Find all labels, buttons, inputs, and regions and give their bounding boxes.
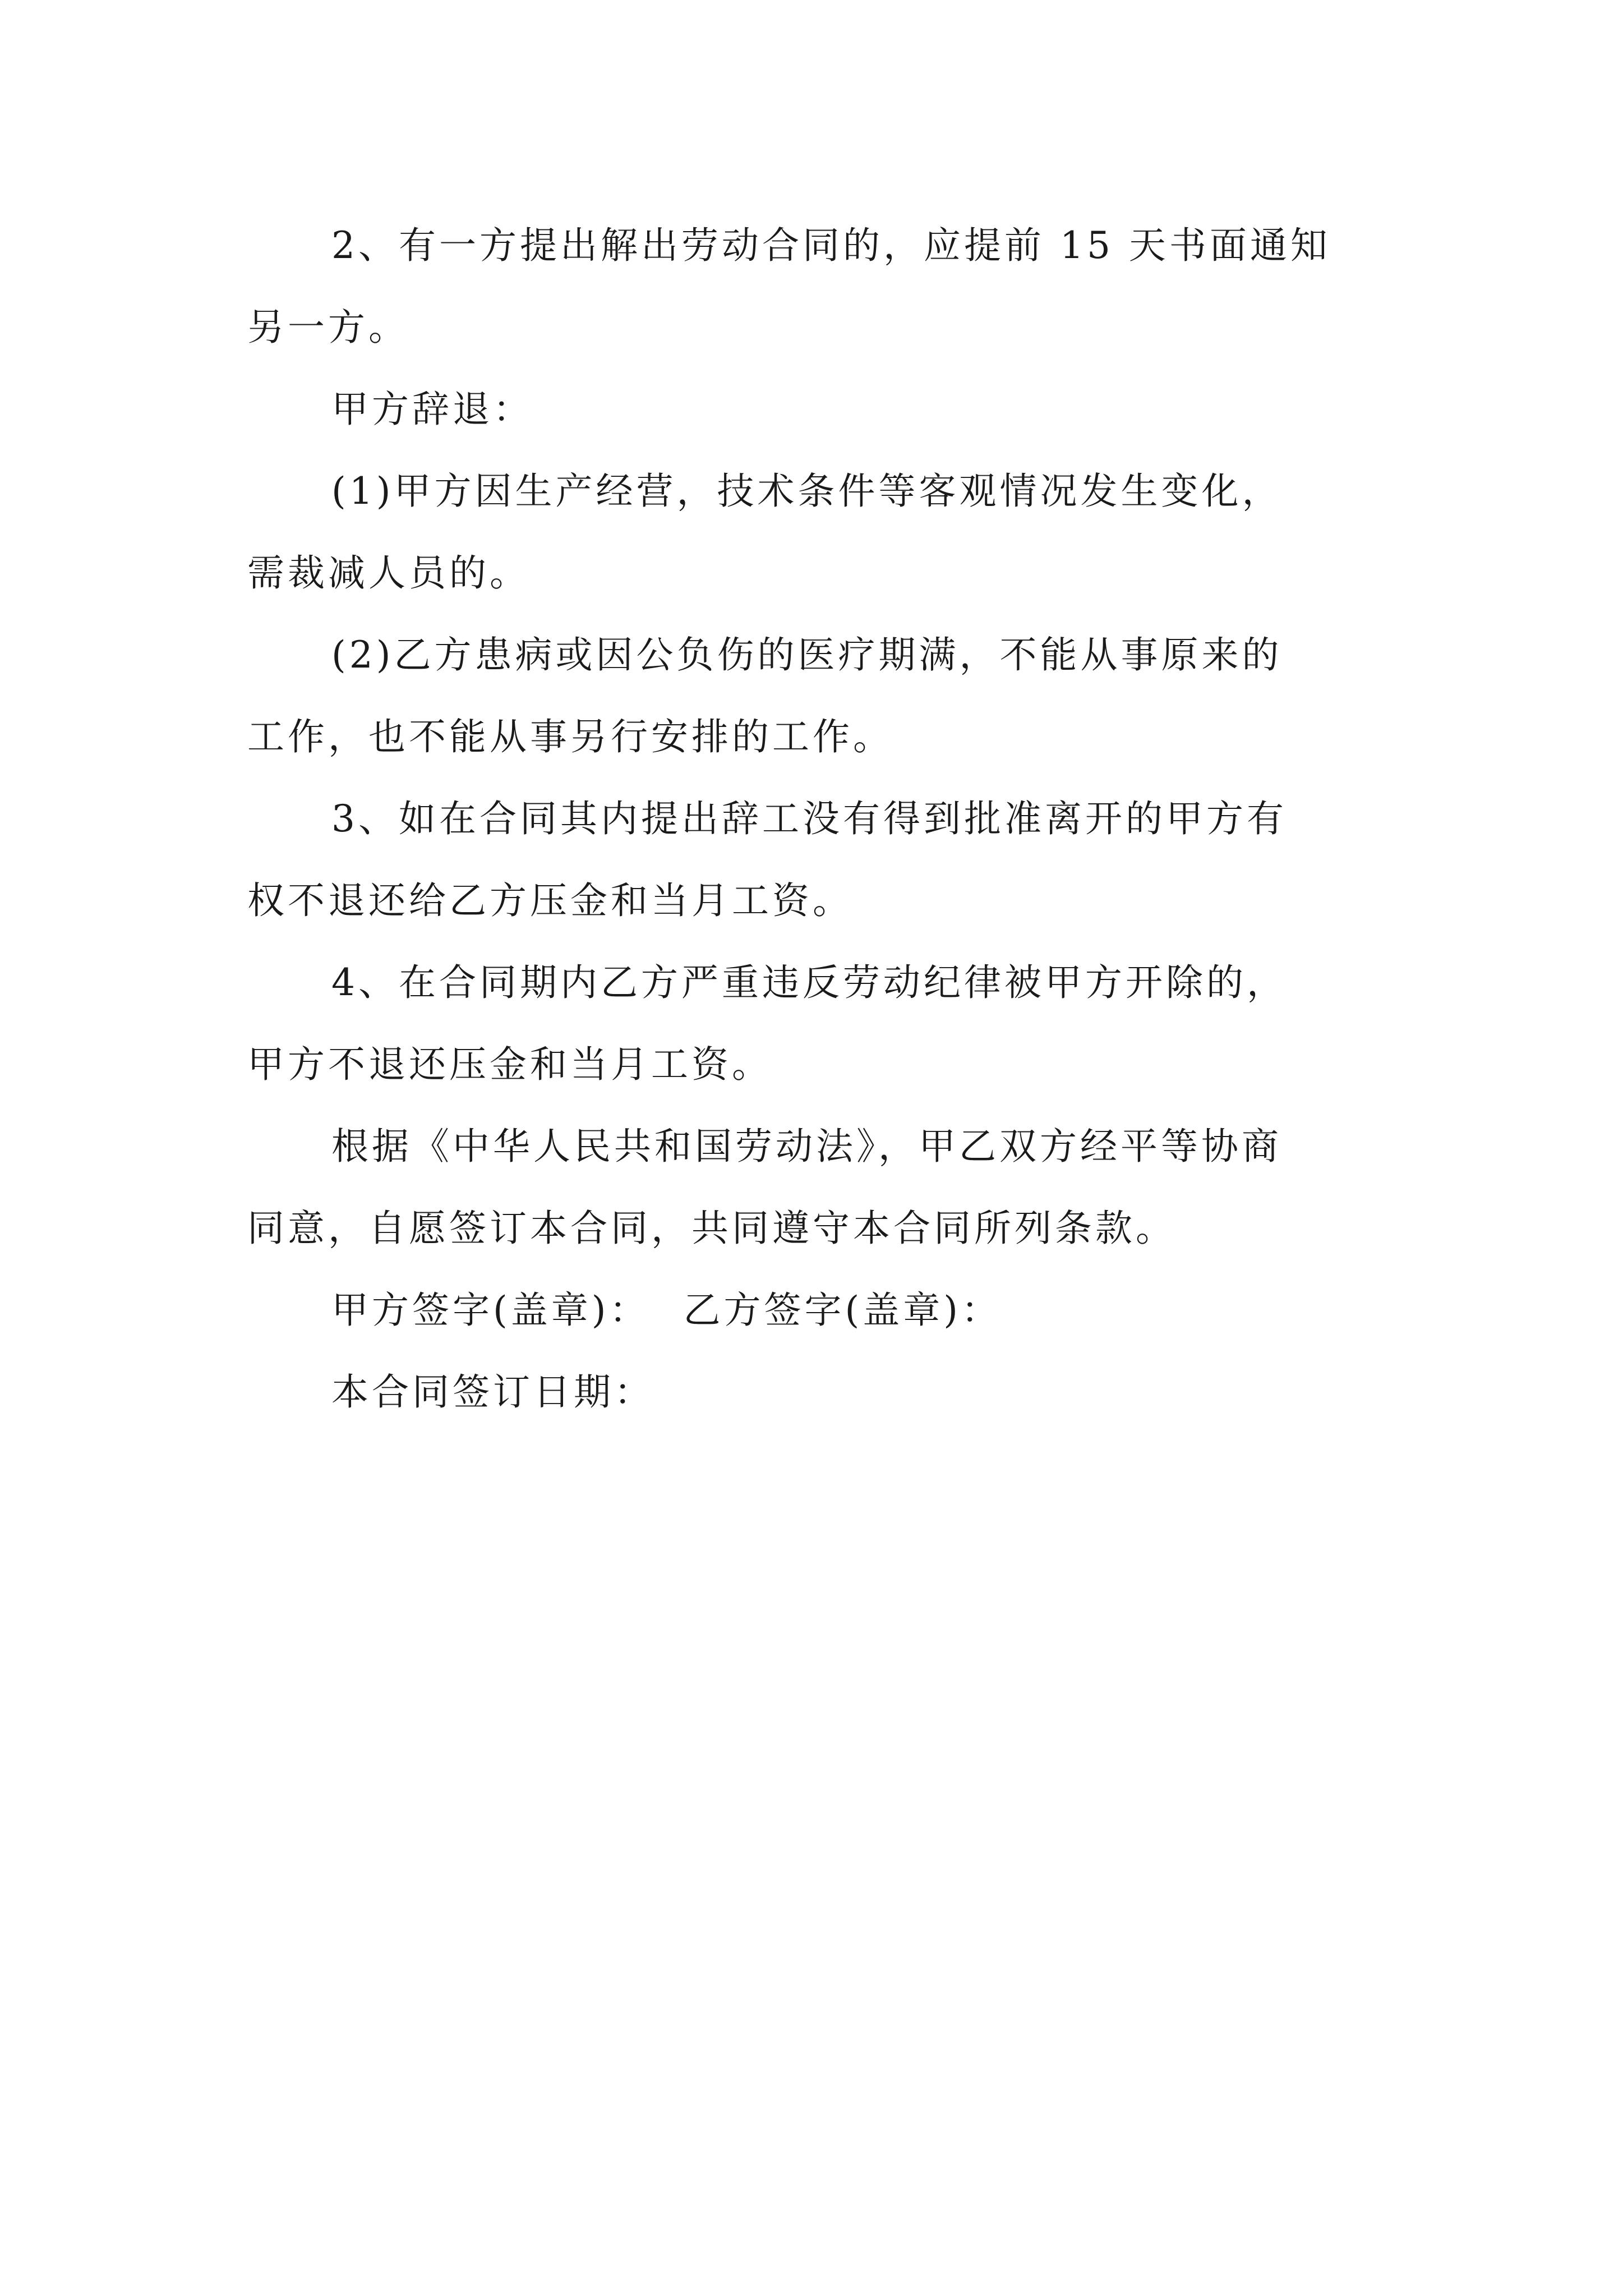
document-body xyxy=(247,205,1380,1433)
party-b-signature-label: 乙方签字(盖章)： xyxy=(683,1289,1002,1332)
legal-basis-line-2: 同意，自愿签订本合同，共同遵守本合同所列条款。 xyxy=(247,1207,1176,1250)
clause-4-line-2: 甲方不退还压金和当月工资。 xyxy=(247,1043,772,1086)
dismissal-item-1 xyxy=(247,450,1380,614)
sign-date-label: 本合同签订日期： xyxy=(331,1370,654,1414)
dismissal-item-2 xyxy=(247,614,1380,778)
clause-2 xyxy=(247,205,1380,369)
dismissal-item-1-line-1: (1)甲方因生产经营，技术条件等客观情况发生变化， xyxy=(331,470,1283,513)
clause-2-line-2: 另一方。 xyxy=(247,306,409,349)
clause-2-line-1: 2、有一方提出解出劳动合同的，应提前 15 天书面通知 xyxy=(331,224,1331,267)
party-a-signature-label: 甲方签字(盖章)： xyxy=(331,1289,650,1332)
clause-4-line-1: 4、在合同期内乙方严重违反劳动纪律被甲方开除的， xyxy=(331,961,1287,1004)
clause-3-line-1: 3、如在合同其内提出辞工没有得到批准离开的甲方有 xyxy=(331,797,1287,840)
sign-date-row xyxy=(247,1351,1380,1433)
clause-3-line-2: 权不退还给乙方压金和当月工资。 xyxy=(247,879,853,922)
signature-row xyxy=(247,1269,1380,1351)
dismissal-heading xyxy=(247,369,1380,450)
dismissal-heading-text: 甲方辞退： xyxy=(331,388,533,431)
clause-4 xyxy=(247,942,1380,1106)
dismissal-item-2-line-2: 工作，也不能从事另行安排的工作。 xyxy=(247,715,893,758)
legal-basis xyxy=(247,1106,1380,1269)
dismissal-item-2-line-1: (2)乙方患病或因公负伤的医疗期满，不能从事原来的 xyxy=(331,633,1283,677)
clause-3 xyxy=(247,778,1380,942)
dismissal-item-1-line-2: 需裁减人员的。 xyxy=(247,551,530,595)
legal-basis-line-1: 根据《中华人民共和国劳动法》，甲乙双方经平等协商 xyxy=(331,1125,1282,1168)
